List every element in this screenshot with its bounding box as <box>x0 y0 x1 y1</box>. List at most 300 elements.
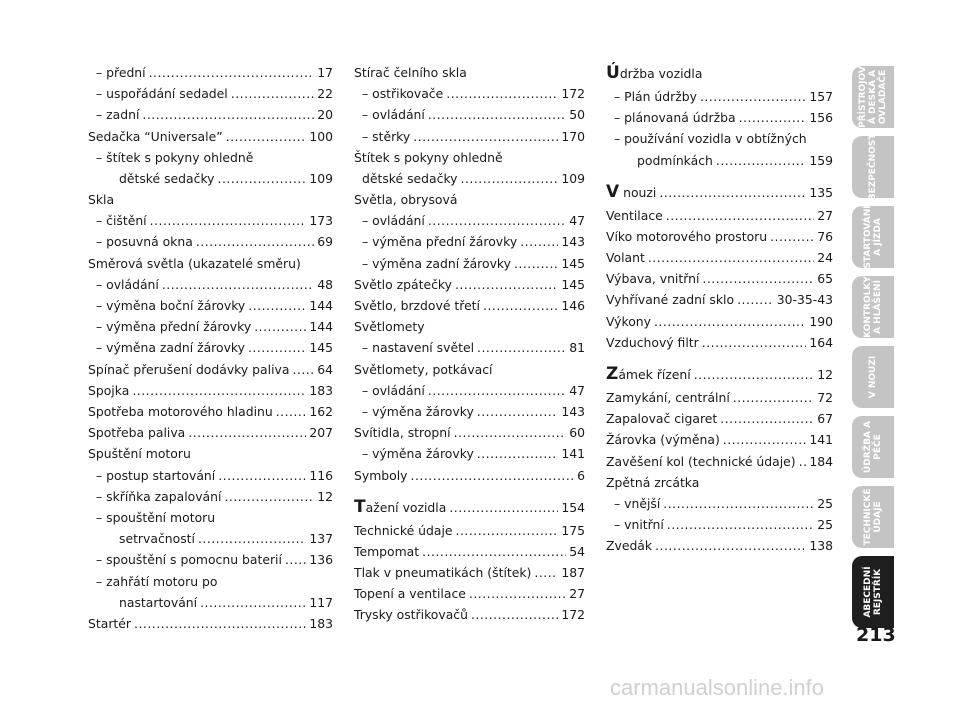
section-tab-label <box>863 421 883 473</box>
section-tab-label-line: ÚDAJE <box>873 501 883 533</box>
index-entry-term <box>96 210 147 231</box>
dot-leader <box>422 541 566 562</box>
index-entry <box>606 408 833 429</box>
index-entry-text: – uspořádání sedadel <box>96 86 228 102</box>
index-entry <box>354 147 585 168</box>
index-entry <box>88 486 333 507</box>
index-entry-text: – štítek s pokyny ohledně <box>96 149 254 165</box>
dot-leader <box>720 408 814 429</box>
dot-leader <box>477 443 559 464</box>
index-entry-text: Volant <box>606 250 645 266</box>
dot-leader <box>700 86 806 107</box>
dot-leader <box>231 83 314 104</box>
index-entry <box>606 535 833 556</box>
section-tab-label-line: ABECEDNÍ <box>863 566 873 618</box>
index-column-2 <box>354 62 585 626</box>
dot-leader <box>655 535 806 556</box>
section-tab-label-line: A JÍZDA <box>873 218 883 256</box>
dot-leader <box>162 274 314 295</box>
index-entry-text: Symboly <box>354 467 408 483</box>
index-entry-text: – vnější <box>614 495 661 511</box>
index-entry <box>88 359 333 380</box>
index-entry-text: Spuštění motoru <box>88 446 191 462</box>
index-column-3 <box>606 62 833 557</box>
index-entry-text: – plánovaná údržba <box>614 110 736 126</box>
index-entry-page[interactable]: 173 <box>309 213 333 229</box>
index-entry-term <box>362 253 511 274</box>
index-entry <box>354 422 585 443</box>
index-entry <box>88 253 333 274</box>
index-entry-page[interactable]: 24 <box>817 250 833 266</box>
dot-leader <box>196 232 314 253</box>
index-entry-text: – ovládání <box>96 276 159 292</box>
index-entry-text: Svítidla, stropní <box>354 425 451 441</box>
index-entry-term <box>354 274 452 295</box>
index-entry-page[interactable]: 159 <box>809 152 833 168</box>
index-entry-page[interactable]: 138 <box>809 538 833 554</box>
dot-leader <box>134 613 306 634</box>
index-entry-term <box>606 289 734 310</box>
index-entry-term <box>96 231 193 252</box>
index-entry <box>354 274 585 295</box>
dot-leader <box>224 486 314 507</box>
index-entry <box>354 104 585 125</box>
index-entry-page[interactable]: 162 <box>309 403 333 419</box>
index-entry <box>88 337 333 358</box>
dot-leader <box>198 528 306 549</box>
index-entry-text: Světla, obrysová <box>354 192 458 208</box>
index-entry-page[interactable]: 146 <box>561 298 585 314</box>
index-entry-text: – stěrky <box>362 128 411 144</box>
index-entry-text: podmínkách <box>637 152 713 168</box>
index-entry-text: – výměna zadní žárovky <box>362 255 511 271</box>
index-entry-term <box>119 528 195 549</box>
section-initial-letter: V <box>606 181 620 202</box>
dot-leader <box>666 205 814 226</box>
dot-leader <box>737 290 774 311</box>
index-entry <box>88 401 333 422</box>
index-entry <box>354 253 585 274</box>
section-tab-label-line: V NOUZI <box>868 355 878 399</box>
index-entry-text: – vnitřní <box>614 517 664 533</box>
dot-leader <box>659 184 806 205</box>
index-entry-page[interactable]: 164 <box>809 334 833 350</box>
index-entry-text: Světlo, brzdové třetí <box>354 298 480 314</box>
index-entry-page[interactable]: 117 <box>309 594 333 610</box>
index-entry-term <box>88 126 223 147</box>
index-entry-text: – nastavení světel <box>362 340 475 356</box>
index-entry-page[interactable]: 175 <box>561 522 585 538</box>
index-entry <box>606 472 833 493</box>
index-entry-text: držba vozidla <box>619 66 703 81</box>
index-entry-page[interactable]: 207 <box>309 425 333 441</box>
index-entry <box>606 429 833 450</box>
section-tab[interactable] <box>852 416 894 478</box>
index-entry-page[interactable]: 143 <box>561 234 585 250</box>
index-entry-page[interactable]: 50 <box>569 107 585 123</box>
dot-leader <box>188 422 306 443</box>
index-entry-text: Spojka <box>88 382 130 398</box>
section-tab-label <box>868 134 878 201</box>
index-entry-page[interactable]: 156 <box>809 110 833 126</box>
index-entry-term <box>606 387 730 408</box>
index-entry-term <box>88 446 191 461</box>
dot-leader <box>733 387 814 408</box>
index-entry <box>606 247 833 268</box>
index-entry <box>354 520 585 541</box>
section-tab[interactable] <box>852 66 894 128</box>
index-entry-text: Spínač přerušení dodávky paliva <box>88 361 290 377</box>
dot-leader <box>428 380 566 401</box>
index-entry <box>606 150 833 171</box>
index-entry-page[interactable]: 54 <box>569 543 585 559</box>
index-entry <box>88 147 333 168</box>
section-tab-label-line: REJSTŘÍK <box>873 568 883 616</box>
dot-leader <box>520 232 558 253</box>
dot-leader <box>200 592 306 613</box>
dot-leader <box>739 107 807 128</box>
index-entry-page[interactable]: 170 <box>561 128 585 144</box>
index-entry-page[interactable]: 172 <box>561 86 585 102</box>
section-tab-label <box>863 205 883 268</box>
dot-leader <box>694 366 815 387</box>
index-entry <box>606 311 833 332</box>
dot-leader <box>150 210 307 231</box>
index-entry <box>354 583 585 604</box>
index-entry-page[interactable]: 136 <box>309 552 333 568</box>
index-entry-page[interactable]: 27 <box>569 586 585 602</box>
index-entry-page[interactable]: 116 <box>309 467 333 483</box>
index-entry <box>354 401 585 422</box>
index-entry <box>606 387 833 408</box>
index-entry-term <box>606 226 767 247</box>
index-entry-term <box>96 337 245 358</box>
dot-leader <box>667 514 814 535</box>
dot-leader <box>483 295 558 316</box>
index-entry <box>606 451 833 472</box>
index-entry-page[interactable]: 100 <box>309 128 333 144</box>
index-entry-page[interactable]: 109 <box>309 170 333 186</box>
index-entry-text: Zpětná zrcátka <box>606 474 700 490</box>
index-entry-term <box>362 126 410 147</box>
index-entry-text: Zvedák <box>606 538 653 554</box>
index-entry-text: – výměna boční žárovky <box>96 298 246 314</box>
index-entry <box>606 62 833 86</box>
index-entry <box>88 380 333 401</box>
index-entry-page[interactable]: 27 <box>817 207 833 223</box>
dot-leader <box>799 451 807 472</box>
index-entry <box>88 232 333 253</box>
index-entry-text: Výbava, vnitřní <box>606 271 700 287</box>
section-tab[interactable] <box>852 276 894 338</box>
dot-leader <box>702 332 807 353</box>
index-entry <box>606 514 833 535</box>
index-entry-term <box>354 583 466 604</box>
index-entry-text: nouzi <box>619 184 657 200</box>
index-entry-term <box>354 65 467 80</box>
index-entry-term <box>606 429 720 450</box>
index-entry-text: – ostřikovače <box>362 86 444 102</box>
index-entry-term <box>606 451 796 472</box>
section-tab[interactable] <box>852 206 894 268</box>
index-entry-page[interactable]: 144 <box>309 298 333 314</box>
index-entry-page[interactable]: 187 <box>561 565 585 581</box>
index-entry <box>354 83 585 104</box>
index-entry-term <box>606 181 656 205</box>
index-entry-term <box>362 210 425 231</box>
index-entry <box>354 496 585 520</box>
section-tab-label-line: Á DESKA A <box>868 69 878 125</box>
index-entry-text: – výměna žárovky <box>362 403 474 419</box>
index-entry <box>606 107 833 128</box>
index-entry <box>354 337 585 358</box>
index-entry <box>354 380 585 401</box>
index-entry-page[interactable]: 137 <box>309 531 333 547</box>
index-entry-page[interactable]: 20 <box>317 107 333 123</box>
index-entry-page[interactable]: 172 <box>561 607 585 623</box>
index-entry-term <box>96 465 215 486</box>
section-tab-label-line: A HLÁŠENÍ <box>873 280 883 334</box>
index-entry-term <box>88 613 131 634</box>
dot-leader <box>446 83 558 104</box>
index-entry-page[interactable]: 184 <box>809 453 833 469</box>
index-entry <box>606 128 833 149</box>
index-entry <box>354 605 585 626</box>
index-entry-text: Výkony <box>606 313 651 329</box>
index-entry-text: Zapalovač cigaret <box>606 411 718 427</box>
index-entry-term <box>362 231 517 252</box>
index-entry-term <box>614 514 664 535</box>
index-entry <box>88 295 333 316</box>
index-entry <box>88 465 333 486</box>
index-entry-page[interactable]: 141 <box>809 432 833 448</box>
index-entry <box>88 549 333 570</box>
dot-leader <box>723 429 807 450</box>
index-entry-text: Topení a ventilace <box>354 586 466 602</box>
index-entry <box>354 465 585 486</box>
index-entry <box>606 226 833 247</box>
index-entry-term <box>96 486 221 507</box>
index-entry <box>606 332 833 353</box>
index-entry-page[interactable]: 12 <box>317 488 333 504</box>
dot-leader <box>454 422 567 443</box>
watermark: carmanualsonline.info <box>610 675 825 700</box>
dot-leader <box>411 465 575 486</box>
index-entry-text: Tlak v pneumatikách (štítek) <box>354 565 532 581</box>
dot-leader <box>455 274 558 295</box>
index-entry-page[interactable]: 145 <box>561 255 585 271</box>
dot-leader <box>534 562 558 583</box>
dot-leader <box>254 316 306 337</box>
index-entry-term <box>606 268 699 289</box>
section-tab-label <box>863 488 883 545</box>
index-entry-page[interactable]: 47 <box>569 382 585 398</box>
index-entry-term <box>606 205 663 226</box>
index-entry-term <box>96 549 282 570</box>
section-tab[interactable] <box>852 346 894 408</box>
index-entry-text: – ovládání <box>362 213 425 229</box>
section-initial-letter: Ú <box>606 63 620 83</box>
index-entry <box>354 443 585 464</box>
section-tab-label <box>858 66 888 128</box>
index-entry-term <box>606 63 703 83</box>
index-entry <box>88 168 333 189</box>
index-entry-term <box>362 337 474 358</box>
index-entry-page[interactable]: 6 <box>577 467 585 483</box>
dot-leader <box>248 337 306 358</box>
index-entry-text: – výměna přední žárovky <box>96 319 252 335</box>
dot-leader <box>218 168 307 189</box>
index-entry-term <box>96 316 251 337</box>
dot-leader <box>248 295 306 316</box>
index-entry <box>88 316 333 337</box>
index-entry-text: – zahřátí motoru po <box>96 573 218 589</box>
index-entry-text: – postup startování <box>96 467 216 483</box>
index-entry <box>354 210 585 231</box>
index-entry-page[interactable]: 25 <box>817 495 833 511</box>
dot-leader <box>218 465 306 486</box>
dot-leader <box>285 549 306 570</box>
index-entry-term <box>354 604 468 625</box>
index-entry-text: – spouštění s pomocnu baterií <box>96 552 282 568</box>
index-entry-text: – výměna žárovky <box>362 446 474 462</box>
index-entry <box>88 443 333 464</box>
section-initial-letter: T <box>354 496 366 517</box>
index-entry <box>354 562 585 583</box>
index-entry-page[interactable]: 64 <box>317 361 333 377</box>
index-entry-page[interactable]: 30-35-43 <box>776 292 833 308</box>
index-entry-text: nastartování <box>119 594 198 610</box>
index-entry-term <box>354 422 451 443</box>
index-entry-page[interactable]: 141 <box>561 446 585 462</box>
index-entry <box>606 268 833 289</box>
section-tab[interactable] <box>852 556 894 628</box>
index-entry-term <box>354 295 480 316</box>
index-entry-text: – přední <box>96 64 146 80</box>
dot-leader <box>471 605 558 626</box>
index-entry-term <box>362 443 474 464</box>
index-entry-page[interactable]: 109 <box>561 170 585 186</box>
section-tab-label <box>863 276 883 338</box>
index-entry <box>88 83 333 104</box>
index-entry-text: Trysky ostřikovačů <box>354 607 468 623</box>
index-entry-term <box>606 247 645 268</box>
index-entry-text: Stírač čelního skla <box>354 65 467 80</box>
index-entry-page[interactable]: 183 <box>309 615 333 631</box>
dot-leader <box>514 253 558 274</box>
dot-leader <box>469 583 566 604</box>
index-entry-page[interactable]: 65 <box>817 271 833 287</box>
index-entry-page[interactable]: 25 <box>817 517 833 533</box>
index-entry-page[interactable]: 143 <box>561 403 585 419</box>
index-entry <box>88 126 333 147</box>
dot-leader <box>461 168 559 189</box>
index-entry-text: – výměna přední žárovky <box>362 234 518 250</box>
index-entry-term <box>614 86 697 107</box>
dot-leader <box>132 380 306 401</box>
index-entry-page[interactable]: 47 <box>569 213 585 229</box>
index-entry <box>606 290 833 311</box>
index-entry-text: Světlomety, potkávací <box>354 361 493 377</box>
index-entry-text: Světlo zpátečky <box>354 276 452 292</box>
index-entry <box>88 507 333 528</box>
index-entry-term <box>614 107 736 128</box>
index-entry-term <box>96 274 159 295</box>
index-entry-page[interactable]: 145 <box>309 340 333 356</box>
index-entry-page[interactable]: 60 <box>569 425 585 441</box>
index-entry <box>88 528 333 549</box>
index-entry-term <box>96 104 139 125</box>
index-entry-text: Skla <box>88 192 115 208</box>
dot-leader <box>770 226 814 247</box>
index-entry-text: setrvačností <box>119 531 195 547</box>
index-entry-page[interactable]: 69 <box>317 234 333 250</box>
index-entry-page[interactable]: 183 <box>309 382 333 398</box>
dot-leader <box>413 126 558 147</box>
section-gap <box>606 353 833 363</box>
index-entry-page[interactable]: 135 <box>809 184 833 200</box>
index-entry-text: – zadní <box>96 107 140 123</box>
index-entry-page[interactable]: 72 <box>817 390 833 406</box>
index-entry-page[interactable]: 190 <box>809 313 833 329</box>
index-entry-term <box>354 465 408 486</box>
index-entry <box>354 359 585 380</box>
index-entry-term <box>362 83 443 104</box>
index-entry-page[interactable]: 12 <box>817 367 833 383</box>
section-tab-label-line: KONTROLKY <box>863 276 873 338</box>
index-entry-page[interactable]: 76 <box>817 228 833 244</box>
index-entry-page[interactable]: 157 <box>809 88 833 104</box>
section-tab-label-line: ÚDRŽBA A <box>863 420 873 474</box>
index-entry-term <box>354 319 425 334</box>
index-entry-text: Technické údaje <box>354 522 453 538</box>
index-entry-page[interactable]: 144 <box>309 319 333 335</box>
index-entry-term <box>606 332 699 353</box>
index-entry-term <box>96 295 245 316</box>
dot-leader <box>449 499 558 520</box>
index-entry <box>606 493 833 514</box>
index-entry-page[interactable]: 17 <box>317 64 333 80</box>
index-entry <box>354 541 585 562</box>
section-tab[interactable] <box>852 486 894 548</box>
index-entry-term <box>354 150 503 165</box>
index-entry-term <box>96 62 146 83</box>
index-entry-page[interactable]: 48 <box>317 276 333 292</box>
dot-leader <box>456 520 559 541</box>
index-entry-term <box>354 192 457 207</box>
section-tab-label-line: TECHNICKÉ <box>863 488 873 546</box>
index-entry-text: Směrová světla (ukazatelé směru) <box>88 255 301 271</box>
index-entry-term <box>354 496 446 520</box>
index-entry-page[interactable]: 154 <box>561 499 585 515</box>
index-entry-term <box>354 562 531 583</box>
section-tab-label-line: OVLADAČE <box>878 69 888 125</box>
index-entry-term <box>362 168 458 189</box>
index-entry-term <box>614 493 660 514</box>
index-entry-page[interactable]: 81 <box>569 340 585 356</box>
dot-leader <box>716 150 806 171</box>
index-entry-page[interactable]: 22 <box>317 86 333 102</box>
index-entry-text: ámek řízení <box>618 367 691 383</box>
index-entry-text: dětské sedačky <box>119 170 215 186</box>
section-tabs <box>852 66 894 636</box>
index-entry-page[interactable]: 145 <box>561 276 585 292</box>
index-entry <box>606 181 833 205</box>
index-entry <box>88 210 333 231</box>
index-entry-page[interactable]: 67 <box>817 411 833 427</box>
section-initial-letter: Z <box>606 364 619 385</box>
section-tab[interactable] <box>852 133 894 201</box>
